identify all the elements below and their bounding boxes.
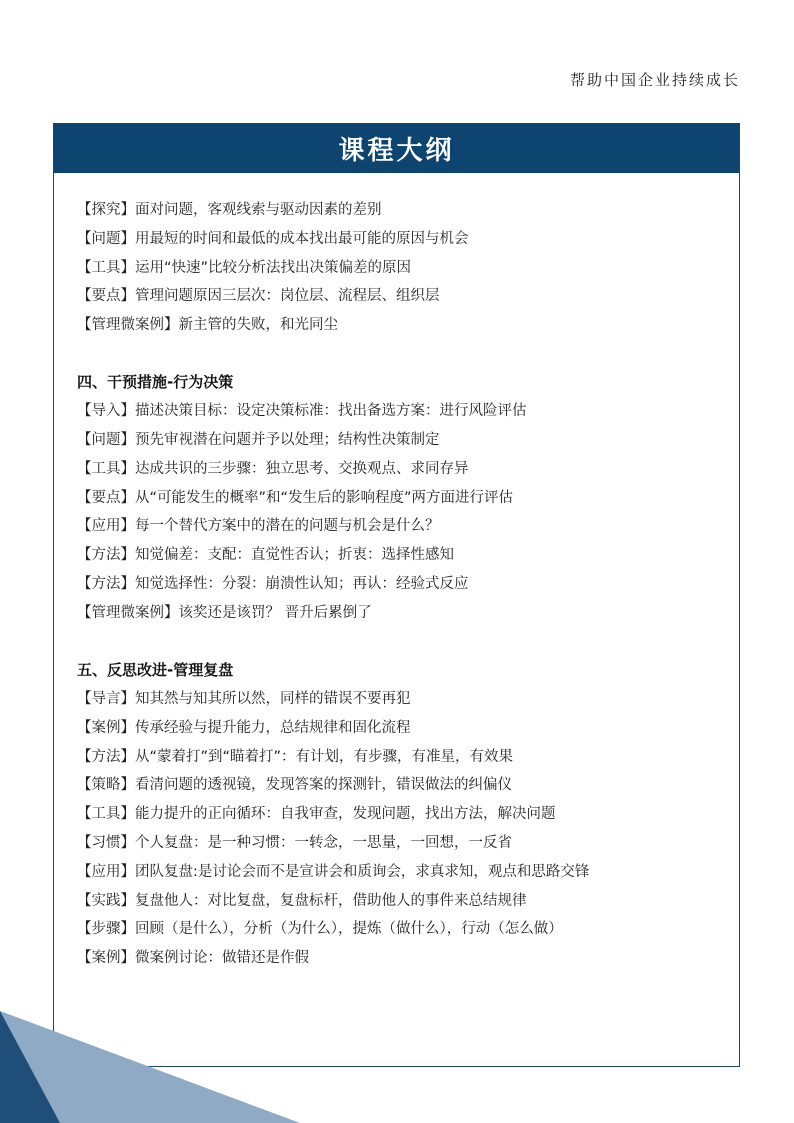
syllabus-item: 【方法】知觉偏差：支配：直觉性否认；折衷：选择性感知	[77, 547, 454, 564]
section-spacer	[77, 340, 729, 369]
syllabus-item: 【工具】达成共识的三步骤：独立思考、交换观点、求同存异	[77, 460, 469, 477]
title-bar	[54, 124, 739, 173]
section-spacer	[77, 628, 729, 657]
syllabus-item: 【方法】知觉选择性：分裂：崩溃性认知；再认：经验式反应	[77, 576, 469, 593]
syllabus-item: 【导入】描述决策目标：设定决策标准：找出备选方案：进行风险评估	[77, 403, 527, 420]
syllabus-item: 【习惯】个人复盘：是一种习惯：一转念，一思量，一回想，一反省	[77, 834, 512, 851]
syllabus-item: 【方法】从“蒙着打”到“瞄着打”：有计划，有步骤，有准星，有效果	[77, 748, 514, 765]
syllabus-item: 【工具】运用“快速”比较分析法找出决策偏差的原因	[77, 259, 412, 276]
syllabus-item: 【要点】从“可能发生的概率”和“发生后的影响程度”两方面进行评估	[77, 489, 514, 506]
section-heading-4: 四、干预措施-行为决策	[77, 373, 234, 392]
syllabus-item: 【案例】传承经验与提升能力，总结规律和固化流程	[77, 719, 411, 736]
syllabus-item: 【导言】知其然与知其所以然，同样的错误不要再犯	[77, 690, 411, 707]
syllabus-item: 【策略】看清问题的透视镜，发现答案的探测针，错误做法的纠偏仪	[77, 777, 512, 794]
page-title: 课程大纲	[338, 136, 455, 166]
syllabus-item: 【探究】面对问题，客观线索与驱动因素的差别	[77, 202, 382, 218]
syllabus-item: 【要点】管理问题原因三层次：岗位层、流程层、组织层	[77, 288, 440, 305]
syllabus-item: 【实践】复盘他人：对比复盘，复盘标杆，借助他人的事件来总结规律	[77, 892, 527, 909]
syllabus-content	[77, 196, 729, 973]
syllabus-frame	[53, 123, 740, 1067]
syllabus-item: 【问题】预先审视潜在问题并予以处理；结构性决策制定	[77, 432, 440, 449]
section-heading-5: 五、反思改进-管理复盘	[77, 661, 234, 680]
syllabus-item: 【管理微案例】新主管的失败，和光同尘	[77, 317, 338, 334]
syllabus-item: 【案例】微案例讨论：做错还是作假	[77, 950, 309, 967]
syllabus-item: 【应用】团队复盘:是讨论会而不是宣讲会和质询会，求真求知，观点和思路交锋	[77, 863, 590, 880]
deco-dark-stripe	[0, 1011, 60, 1123]
syllabus-item: 【问题】用最短的时间和最低的成本找出最可能的原因与机会	[77, 230, 469, 247]
header-tagline: 帮助中国企业持续成长	[569, 71, 740, 89]
syllabus-item: 【应用】每一个替代方案中的潜在的问题与机会是什么？	[77, 518, 440, 535]
syllabus-item: 【管理微案例】该奖还是该罚？ 晋升后累倒了	[77, 604, 372, 621]
syllabus-item: 【步骤】回顾（是什么），分析（为什么），提炼（做什么），行动（怎么做）	[77, 921, 563, 938]
syllabus-item: 【工具】能力提升的正向循环：自我审查，发现问题，找出方法，解决问题	[77, 806, 556, 823]
